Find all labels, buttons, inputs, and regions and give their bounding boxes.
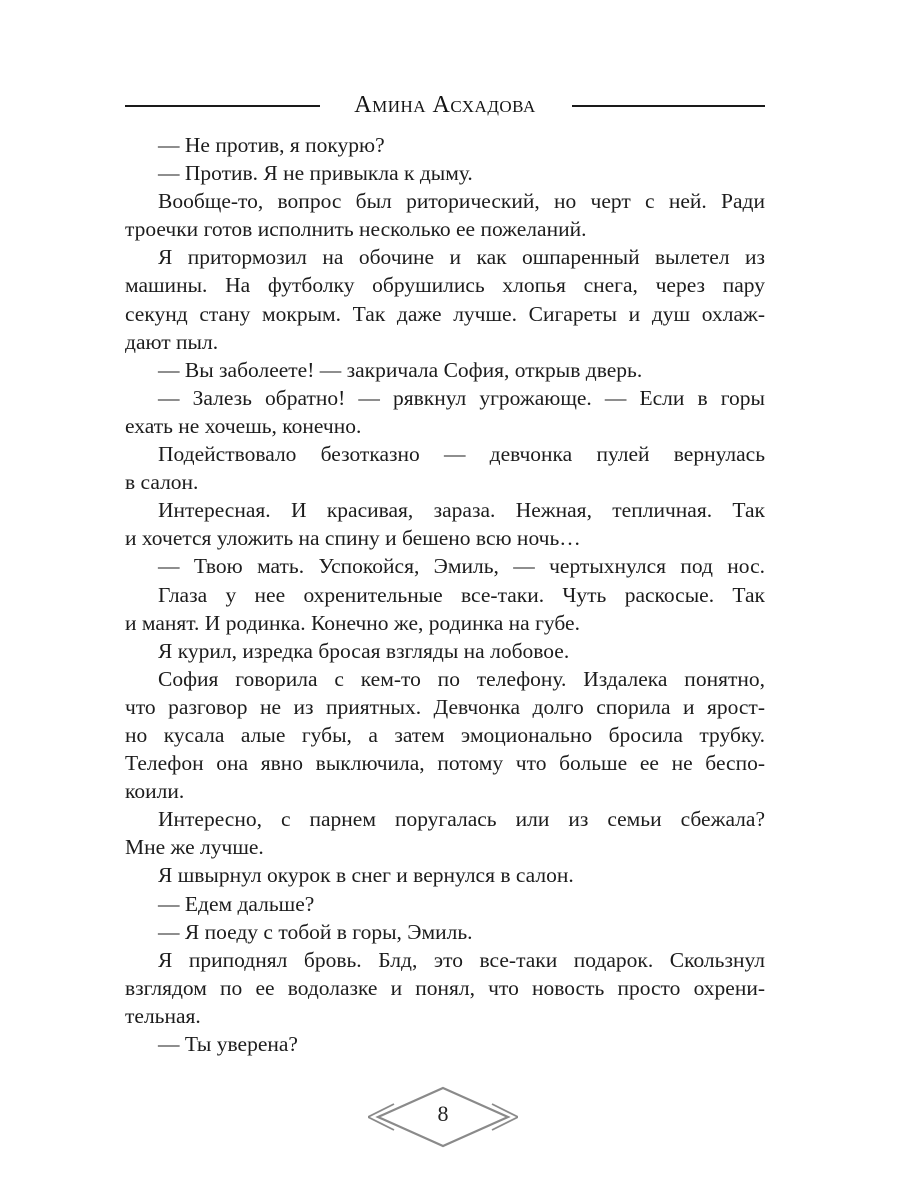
text-line: Интересно, с парнем поругалась или из семьи сбежала?: [158, 807, 765, 832]
text-line: взглядом по ее водолазке и понял, что новость просто охрени-: [125, 975, 765, 1000]
text-line: — Едем дальше?: [158, 891, 315, 916]
text-line: Вообще-то, вопрос был риторический, но черт с ней. Ради: [158, 189, 765, 214]
page-number-ornament: [368, 1085, 518, 1149]
text-line: Я курил, изредка бросая взгляды на лобовое.: [158, 638, 570, 663]
text-line: троечки готов исполнить несколько ее пожеланий.: [125, 217, 587, 242]
text-line: дают пыл.: [125, 329, 219, 354]
text-line: Глаза у нее охренительные все-таки. Чуть раскосые. Так: [158, 582, 765, 607]
text-line: — Ты уверена?: [158, 1032, 298, 1056]
text-line: тельная.: [125, 1003, 201, 1028]
text-line: — Я поеду с тобой в горы, Эмиль.: [158, 919, 473, 944]
text-line: Я притормозил на обочине и как ошпаренный вылетел из: [158, 245, 765, 270]
text-line: коили.: [125, 779, 185, 804]
text-line: Подействовало безотказно — девчонка пулей вернулась: [158, 442, 765, 467]
text-line: и хочется уложить на спину и бешено всю ночь…: [125, 526, 581, 551]
text-line: — Против. Я не привыкла к дыму.: [158, 161, 473, 186]
text-line: — Твою мать. Успокойся, Эмиль, — чертыхнулся под нос.: [158, 554, 765, 579]
text-line: Мне же лучше.: [125, 835, 264, 860]
text-line: ехать не хочешь, конечно.: [125, 413, 362, 438]
text-line: секунд стану мокрым. Так даже лучше. Сигареты и душ охлаж-: [125, 301, 765, 326]
text-line: Я швырнул окурок в снег и вернулся в салон.: [158, 863, 574, 888]
text-line: Телефон она явно выключила, потому что больше ее не беспо-: [125, 751, 765, 776]
text-line: София говорила с кем-то по телефону. Издалека понятно,: [158, 666, 765, 691]
text-line: — Вы заболеете! — закричала София, открыв дверь.: [158, 357, 643, 382]
text-line: машины. На футболку обрушились хлопья снега, через пару: [125, 273, 765, 298]
author-name: Амина Асхадова: [354, 92, 536, 118]
text-line: что разговор не из приятных. Девчонка долго спорила и ярост-: [125, 694, 765, 719]
page-number: 8: [437, 1101, 449, 1126]
header-rule-right: [572, 105, 765, 107]
text-line: Интересная. И красивая, зараза. Нежная, тепличная. Так: [158, 498, 765, 523]
running-header: [125, 88, 765, 122]
text-line: — Залезь обратно! — рявкнул угрожающе. — Если в горы: [158, 385, 765, 410]
text-line: но кусала алые губы, а затем эмоционально бросила трубку.: [125, 722, 765, 747]
text-line: и манят. И родинка. Конечно же, родинка на губе.: [125, 610, 580, 635]
text-line: в салон.: [125, 470, 199, 495]
text-line: Я приподнял бровь. Блд, это все-таки подарок. Скользнул: [158, 947, 765, 972]
text-line: — Не против, я покурю?: [158, 133, 385, 157]
page-body: [125, 131, 765, 1058]
